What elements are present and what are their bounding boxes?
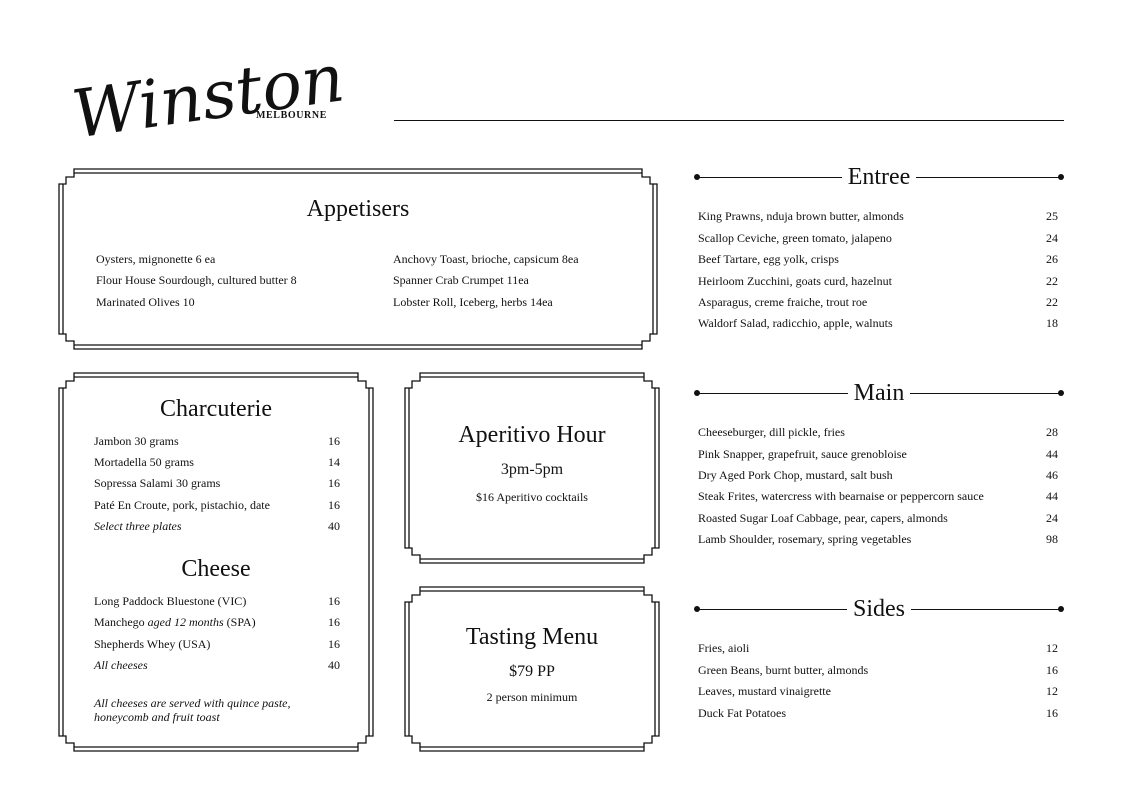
item-name: Asparagus, creme fraiche, trout roe <box>698 295 868 309</box>
appetiser-item: Flour House Sourdough, cultured butter 8 <box>96 273 297 287</box>
item-price: 14 <box>328 455 340 469</box>
entree-row <box>698 316 1058 331</box>
header-rule <box>394 120 1064 121</box>
cheese-row <box>94 658 340 673</box>
item-price: 16 <box>1046 706 1058 720</box>
main-row <box>698 447 1058 462</box>
aperitivo-title: Aperitivo Hour <box>458 422 606 448</box>
main-title: Main <box>694 380 1064 407</box>
item-price: 26 <box>1046 252 1058 266</box>
item-name: Roasted Sugar Loaf Cabbage, pear, capers, almonds <box>698 511 948 525</box>
item-name-main: Manchego <box>94 615 148 629</box>
item-price: 98 <box>1046 532 1058 546</box>
item-price: 25 <box>1046 209 1058 223</box>
item-name: Pink Snapper, grapefruit, sauce grenobloise <box>698 447 907 461</box>
tasting-price: $79 PP <box>509 663 555 680</box>
entree-row <box>698 231 1058 246</box>
item-price: 46 <box>1046 468 1058 482</box>
item-price: 18 <box>1046 316 1058 330</box>
charcuterie-title: Charcuterie <box>160 396 272 422</box>
main-row <box>698 425 1058 440</box>
sides-row <box>698 706 1058 721</box>
aperitivo-panel <box>404 372 660 564</box>
item-name <box>94 615 256 630</box>
charcuterie-row <box>94 519 340 534</box>
item-name: Duck Fat Potatoes <box>698 706 786 720</box>
item-name: Green Beans, burnt butter, almonds <box>698 663 869 677</box>
entree-row <box>698 252 1058 267</box>
item-name: Long Paddock Bluestone (VIC) <box>94 594 247 608</box>
sides-row <box>698 663 1058 678</box>
main-row <box>698 468 1058 483</box>
item-name: Select three plates <box>94 519 182 533</box>
sides-row <box>698 684 1058 699</box>
item-price: 44 <box>1046 447 1058 461</box>
charcuterie-row <box>94 498 340 513</box>
item-price: 12 <box>1046 684 1058 698</box>
charcuterie-row <box>94 434 340 449</box>
item-price: 16 <box>328 637 340 651</box>
item-price: 40 <box>328 519 340 533</box>
cheese-row <box>94 594 340 609</box>
main-row <box>698 532 1058 547</box>
item-price: 12 <box>1046 641 1058 655</box>
item-name-origin: (SPA) <box>223 615 256 629</box>
item-price: 44 <box>1046 489 1058 503</box>
tasting-panel <box>404 586 660 752</box>
aperitivo-time: 3pm-5pm <box>500 461 564 478</box>
entree-heading <box>694 164 1064 190</box>
item-name: King Prawns, nduja brown butter, almonds <box>698 209 904 223</box>
appetiser-item: Spanner Crab Crumpet 11ea <box>393 273 529 287</box>
item-name: Sopressa Salami 30 grams <box>94 476 221 490</box>
item-name: Waldorf Salad, radicchio, apple, walnuts <box>698 316 893 330</box>
item-price: 16 <box>328 498 340 512</box>
entree-title: Entree <box>694 164 1064 191</box>
sides-title: Sides <box>694 596 1064 623</box>
item-name: Beef Tartare, egg yolk, crisps <box>698 252 839 266</box>
appetiser-item: Lobster Roll, Iceberg, herbs 14ea <box>393 295 553 309</box>
item-name: Steak Frites, watercress with bearnaise or peppercorn sauce <box>698 489 984 503</box>
entree-row <box>698 209 1058 224</box>
main-row <box>698 511 1058 526</box>
sides-heading <box>694 596 1064 622</box>
item-name-detail: aged 12 months <box>147 615 224 629</box>
item-name: All cheeses <box>94 658 148 672</box>
entree-row <box>698 295 1058 310</box>
item-price: 40 <box>328 658 340 672</box>
item-name: Scallop Ceviche, green tomato, jalapeno <box>698 231 892 245</box>
item-price: 22 <box>1046 274 1058 288</box>
item-name: Paté En Croute, pork, pistachio, date <box>94 498 270 512</box>
item-price: 24 <box>1046 231 1058 245</box>
appetisers-panel <box>58 168 658 350</box>
aperitivo-note: $16 Aperitivo cocktails <box>476 490 588 504</box>
item-price: 16 <box>328 434 340 448</box>
charcuterie-row <box>94 455 340 470</box>
cheese-row <box>94 615 340 630</box>
item-name: Heirloom Zucchini, goats curd, hazelnut <box>698 274 892 288</box>
item-price: 24 <box>1046 511 1058 525</box>
appetiser-item: Anchovy Toast, brioche, capsicum 8ea <box>393 252 579 266</box>
cheese-title: Cheese <box>181 556 251 582</box>
charcuterie-row <box>94 476 340 491</box>
sides-row <box>698 641 1058 656</box>
cheese-row <box>94 637 340 652</box>
item-name: Lamb Shoulder, rosemary, spring vegetables <box>698 532 912 546</box>
item-price: 16 <box>328 476 340 490</box>
entree-row <box>698 274 1058 289</box>
item-name: Dry Aged Pork Chop, mustard, salt bush <box>698 468 893 482</box>
item-price: 22 <box>1046 295 1058 309</box>
main-heading <box>694 380 1064 406</box>
tasting-note: 2 person minimum <box>486 690 578 704</box>
item-price: 16 <box>328 594 340 608</box>
item-price: 16 <box>1046 663 1058 677</box>
item-name: Leaves, mustard vinaigrette <box>698 684 831 698</box>
brand-logo <box>66 30 346 145</box>
cheese-note: All cheeses are served with quince paste, <box>94 696 291 710</box>
item-name: Jambon 30 grams <box>94 434 179 448</box>
item-price: 28 <box>1046 425 1058 439</box>
charcuterie-cheese-panel <box>58 372 374 752</box>
main-row <box>698 489 1058 504</box>
tasting-title: Tasting Menu <box>465 624 599 650</box>
item-name: Fries, aioli <box>698 641 750 655</box>
appetisers-title: Appetisers <box>306 196 410 222</box>
brand-logo-script <box>66 30 346 145</box>
item-price: 16 <box>328 615 340 629</box>
appetiser-item: Oysters, mignonette 6 ea <box>96 252 216 266</box>
item-name: Mortadella 50 grams <box>94 455 194 469</box>
brand-city: MELBOURNE <box>256 110 327 121</box>
item-name: Cheeseburger, dill pickle, fries <box>698 425 845 439</box>
svg-text:Winston's: Winston's <box>67 32 346 145</box>
appetiser-item: Marinated Olives 10 <box>96 295 195 309</box>
cheese-note: honeycomb and fruit toast <box>94 710 220 724</box>
item-name: Shepherds Whey (USA) <box>94 637 211 651</box>
